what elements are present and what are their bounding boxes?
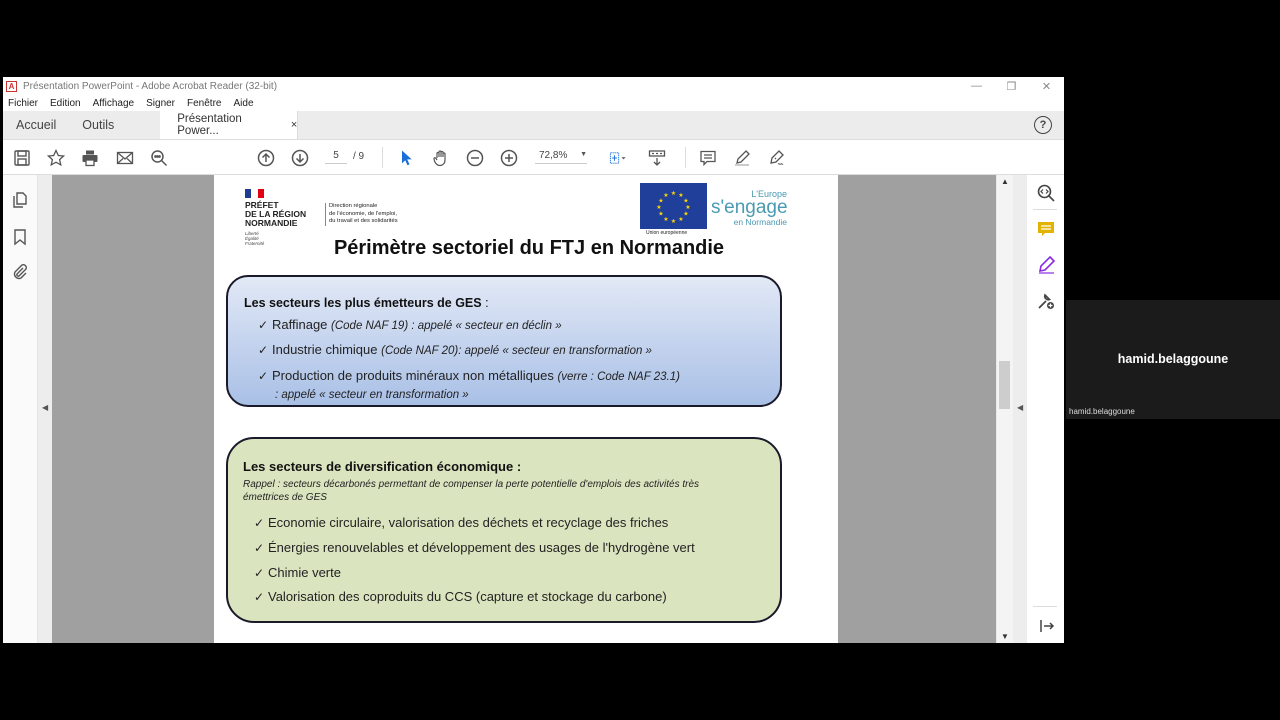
comment-tool-icon[interactable]: [1036, 219, 1056, 239]
engage-mid: s'engage: [711, 197, 788, 218]
check-icon: ✓: [258, 343, 269, 357]
item-note: (verre : Code NAF 23.1): [557, 371, 680, 383]
svg-text:★: ★: [658, 211, 664, 218]
caret-left-icon: ◀: [1017, 403, 1024, 412]
motto-line: Égalité: [245, 236, 259, 241]
rail-divider: [1033, 606, 1057, 607]
pdf-page: [214, 175, 838, 643]
list-item: [254, 515, 668, 530]
title-bar: [3, 77, 1064, 95]
page-down-icon[interactable]: [290, 148, 310, 168]
eu-flag-icon: [640, 183, 707, 229]
note-line: émettrices de GES: [243, 492, 327, 503]
motto-line: Liberté: [245, 231, 259, 236]
toolbar-divider: [685, 147, 686, 168]
item-text: Valorisation des coproduits du CCS (capture et stockage du carbone): [268, 589, 667, 604]
dreets-line: de l'économie, de l'emploi,: [329, 210, 397, 217]
check-icon: ✓: [254, 516, 265, 530]
dreets-line: du travail et des solidarités: [329, 218, 398, 224]
enhanced-zoom-icon[interactable]: [1036, 183, 1056, 203]
menu-affichage[interactable]: Affichage: [92, 97, 135, 109]
svg-text:★: ★: [663, 193, 669, 199]
tab-accueil[interactable]: Accueil: [16, 118, 57, 132]
content-area: [3, 175, 1064, 643]
item-text: Industrie chimique: [272, 342, 382, 357]
zoom-in-icon[interactable]: [499, 148, 519, 168]
page-number-input[interactable]: 5: [325, 150, 347, 164]
tab-document[interactable]: [160, 111, 298, 139]
check-icon: ✓: [254, 541, 265, 555]
menu-fichier[interactable]: Fichier: [8, 97, 39, 109]
check-icon: ✓: [254, 566, 265, 580]
item-text: Énergies renouvelables et développement des usages de l'hydrogène vert: [268, 540, 695, 555]
page-total: / 9: [353, 151, 365, 162]
svg-text:★: ★: [685, 205, 691, 211]
list-item: [254, 565, 341, 580]
svg-text:★: ★: [658, 198, 664, 205]
dreets-line: Direction régionale: [329, 203, 378, 209]
left-panel-toggle[interactable]: [38, 175, 52, 643]
item-note: : appelé « secteur en transformation »: [275, 389, 469, 401]
participant-video-tile[interactable]: [1066, 300, 1280, 419]
box1-title-text: Les secteurs les plus émetteurs de GES: [244, 296, 482, 310]
svg-text:★: ★: [683, 198, 689, 205]
bookmarks-icon[interactable]: [11, 228, 29, 246]
svg-text:★: ★: [670, 191, 677, 197]
item-text: Raffinage: [272, 317, 332, 332]
left-navigation-rail: [3, 175, 38, 643]
zoom-level-select[interactable]: [535, 150, 587, 164]
list-item: [258, 368, 680, 383]
tab-bar: [3, 111, 1064, 140]
scroll-up-icon[interactable]: ▲: [1001, 177, 1009, 186]
engage-bottom: en Normandie: [733, 217, 787, 227]
logo-line: PRÉFET: [245, 200, 279, 210]
attachments-icon[interactable]: [11, 263, 29, 281]
right-panel-toggle[interactable]: [1013, 175, 1027, 643]
logo-line: DE LA RÉGION: [245, 209, 307, 219]
comment-icon[interactable]: [698, 148, 718, 168]
close-window-button[interactable]: ✕: [1041, 80, 1052, 93]
more-tools-icon[interactable]: [1036, 291, 1056, 311]
close-tab-icon[interactable]: ×: [290, 119, 298, 131]
item-note: (Code NAF 20): appelé « secteur en transformation »: [381, 345, 652, 357]
note-line: Rappel : secteurs décarbonés permettant de compenser la perte potentielle d'emplois des activités très: [243, 479, 700, 490]
svg-text:★: ★: [683, 211, 689, 218]
chevron-down-icon: ▼: [580, 151, 587, 158]
item-note: (Code NAF 19) : appelé « secteur en déclin »: [331, 320, 562, 332]
svg-text:★: ★: [670, 219, 677, 225]
french-flag-icon: [245, 189, 264, 198]
check-icon: ✓: [258, 318, 269, 332]
minimize-button[interactable]: —: [971, 80, 982, 92]
scrollbar-thumb[interactable]: [999, 361, 1010, 409]
diversification-sectors-box: [226, 437, 782, 623]
high-emission-sectors-box: [226, 275, 782, 407]
list-item: [254, 589, 667, 604]
slide-title: Périmètre sectoriel du FTJ en Normandie: [333, 237, 725, 259]
page-thumbnails-icon[interactable]: [11, 191, 29, 209]
europe-engage-logo: [711, 189, 791, 227]
toolbar: [3, 140, 1064, 175]
menu-edition[interactable]: Edition: [50, 97, 81, 109]
sign-icon[interactable]: [766, 148, 786, 168]
scroll-mode-icon[interactable]: [647, 148, 667, 168]
bookmark-star-icon[interactable]: [46, 148, 66, 168]
list-item: [258, 342, 652, 357]
dreets-label: [325, 203, 398, 226]
check-icon: ✓: [254, 590, 265, 604]
fill-sign-icon[interactable]: [1036, 255, 1056, 275]
list-item-continuation: [275, 386, 469, 401]
collapse-panel-icon[interactable]: [1036, 616, 1056, 636]
participant-name: hamid.belaggoune: [1117, 352, 1229, 366]
hand-tool-icon[interactable]: [431, 148, 451, 168]
help-icon[interactable]: ?: [1034, 116, 1052, 134]
zoom-out-icon[interactable]: [465, 148, 485, 168]
participant-label: hamid.belaggoune: [1069, 407, 1135, 416]
box1-title-suffix: :: [481, 296, 489, 310]
restore-button[interactable]: ❐: [1006, 80, 1017, 93]
menu-fenetre[interactable]: Fenêtre: [187, 97, 222, 109]
logo-line: NORMANDIE: [245, 218, 298, 228]
select-cursor-icon[interactable]: [396, 148, 416, 168]
motto-line: Fraternité: [245, 241, 265, 246]
eu-caption: Union européenne: [646, 230, 688, 236]
menu-bar: [3, 95, 1064, 111]
list-item: [258, 317, 562, 332]
document-viewport[interactable]: [52, 175, 996, 643]
zoom-level-value: 72,8%: [539, 150, 568, 161]
tab-document-label: Présentation Power...: [177, 113, 242, 137]
caret-left-icon: ◀: [42, 403, 49, 412]
svg-text:★: ★: [663, 217, 669, 223]
item-text: Production de produits minéraux non métalliques: [272, 368, 558, 383]
window-title: Présentation PowerPoint - Adobe Acrobat Reader (32-bit): [23, 80, 278, 92]
item-text: Chimie verte: [268, 565, 341, 580]
item-text: Economie circulaire, valorisation des déchets et recyclage des friches: [268, 515, 669, 530]
list-item: [254, 540, 695, 555]
svg-text:★: ★: [656, 205, 662, 211]
box1-title: [244, 296, 489, 310]
check-icon: ✓: [258, 369, 269, 383]
search-icon[interactable]: [149, 148, 169, 168]
box2-title: Les secteurs de diversification économique :: [243, 459, 522, 474]
right-tools-rail: [1027, 175, 1064, 643]
engage-top: L'Europe: [751, 189, 787, 199]
scroll-down-icon[interactable]: ▼: [1001, 632, 1009, 641]
save-icon[interactable]: [12, 148, 32, 168]
vertical-scrollbar[interactable]: [996, 175, 1013, 643]
svg-text:★: ★: [678, 193, 684, 199]
rail-divider: [1033, 209, 1057, 210]
fit-page-icon[interactable]: [605, 148, 631, 168]
toolbar-divider: [382, 147, 383, 168]
highlight-icon[interactable]: [732, 148, 752, 168]
print-icon[interactable]: [80, 148, 100, 168]
menu-signer[interactable]: Signer: [146, 97, 176, 109]
menu-aide[interactable]: Aide: [233, 97, 254, 109]
svg-text:★: ★: [678, 217, 684, 223]
page-up-icon[interactable]: [256, 148, 276, 168]
email-icon[interactable]: [115, 148, 135, 168]
tab-outils[interactable]: Outils: [82, 118, 115, 132]
box2-note: [243, 478, 699, 504]
acrobat-icon: A: [6, 81, 17, 92]
acrobat-window: [3, 77, 1064, 643]
